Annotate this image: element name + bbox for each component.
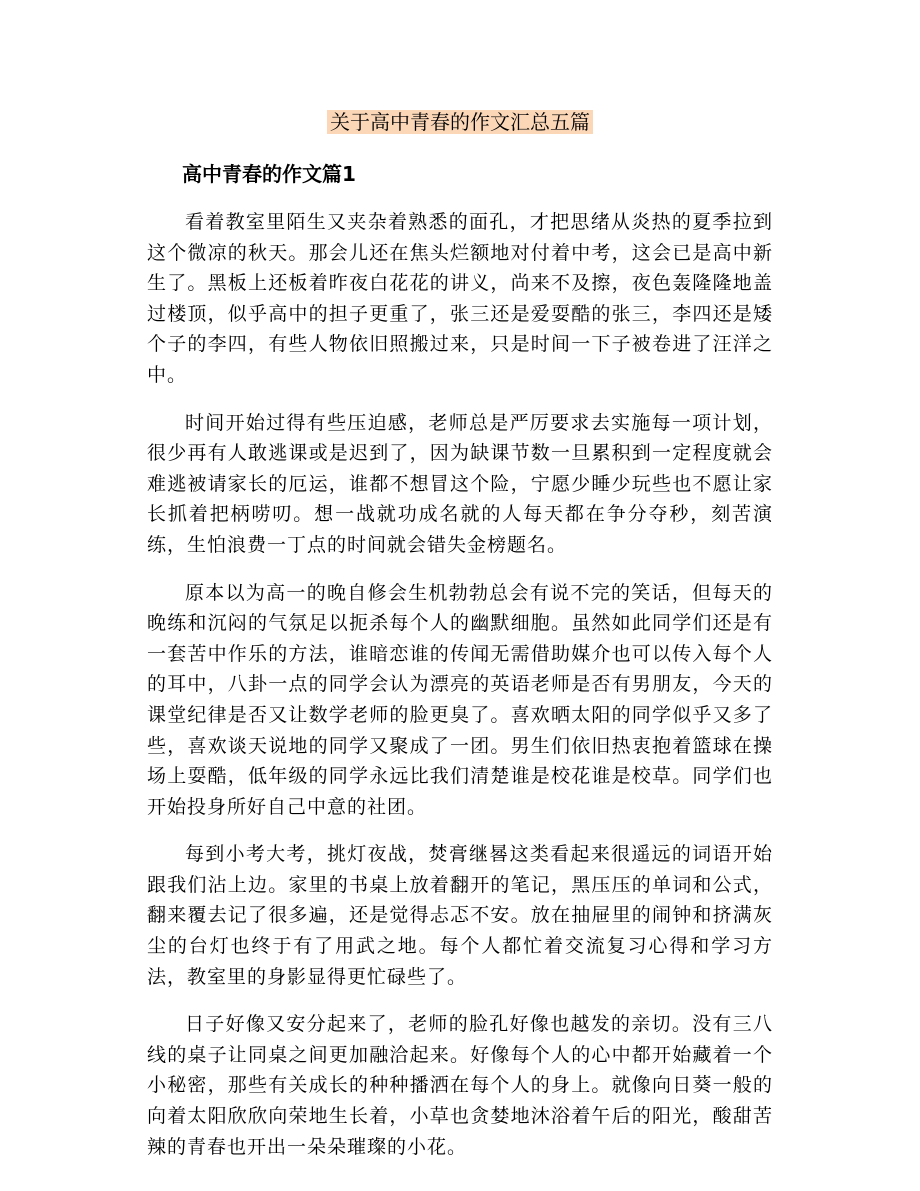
paragraph-2: 时间开始过得有些压迫感，老师总是严厉要求去实施每一项计划，很少再有人敢逃课或是迟到了，因为缺课节数一旦累积到一定程度就会难逃被请家长的厄运，谁都不想冒这个险，宁愿少睡少玩些也不愿让家长抓着把柄唠叨。想一战就功成名就的人每天都在争分夺秒，刻苦演练，生怕浪费一丁点的时间就会错失金榜题名。 xyxy=(147,411,773,556)
section-heading: 高中青春的作文篇1 xyxy=(182,162,356,186)
paragraph-5: 日子好像又安分起来了，老师的脸孔好像也越发的亲切。没有三八线的桌子让同桌之间更加融洽起来。好像每个人的心中都开始藏着一个小秘密，那些有关成长的种种播洒在每个人的身上。就像向日葵一般的向着太阳欣欣向荣地生长着，小草也贪婪地沐浴着午后的阳光，酸甜苦辣的青春也开出一朵朵璀璨的小花。 xyxy=(147,1013,773,1158)
paragraph-3: 原本以为高一的晚自修会生机勃勃总会有说不完的笑话，但每天的晚练和沉闷的气氛足以扼杀每个人的幽默细胞。虽然如此同学们还是有一套苦中作乐的方法，谁暗恋谁的传闻无需借助媒介也可以传入每个人的耳中，八卦一点的同学会认为漂亮的英语老师是否有男朋友，今天的课堂纪律是否又让数学老师的脸更臭了。喜欢晒太阳的同学似乎又多了些，喜欢谈天说地的同学又聚成了一团。男生们依旧热衷抱着篮球在操场上耍酷，低年级的同学永远比我们清楚谁是校花谁是校草。同学们也开始投身所好自己中意的社团。 xyxy=(147,581,773,818)
document-title-line xyxy=(0,108,920,136)
paragraph-1: 看着教室里陌生又夹杂着熟悉的面孔，才把思绪从炎热的夏季拉到这个微凉的秋天。那会儿还在焦头烂额地对付着中考，这会已是高中新生了。黑板上还板着昨夜白花花的讲义，尚来不及擦，夜色轰隆隆地盖过楼顶，似乎高中的担子更重了，张三还是爱耍酷的张三，李四还是矮个子的李四，有些人物依旧照搬过来，只是时间一下子被卷进了汪洋之中。 xyxy=(147,211,773,386)
paragraph-4: 每到小考大考，挑灯夜战，焚膏继晷这类看起来很遥远的词语开始跟我们沾上边。家里的书桌上放着翻开的笔记，黑压压的单词和公式，翻来覆去记了很多遍，还是觉得忐忑不安。放在抽屉里的闹钟和挤满灰尘的台灯也终于有了用武之地。每个人都忙着交流复习心得和学习方法，教室里的身影显得更忙碌些了。 xyxy=(147,843,773,988)
document-title: 关于高中青春的作文汇总五篇 xyxy=(327,110,593,134)
document-body xyxy=(147,207,773,1179)
